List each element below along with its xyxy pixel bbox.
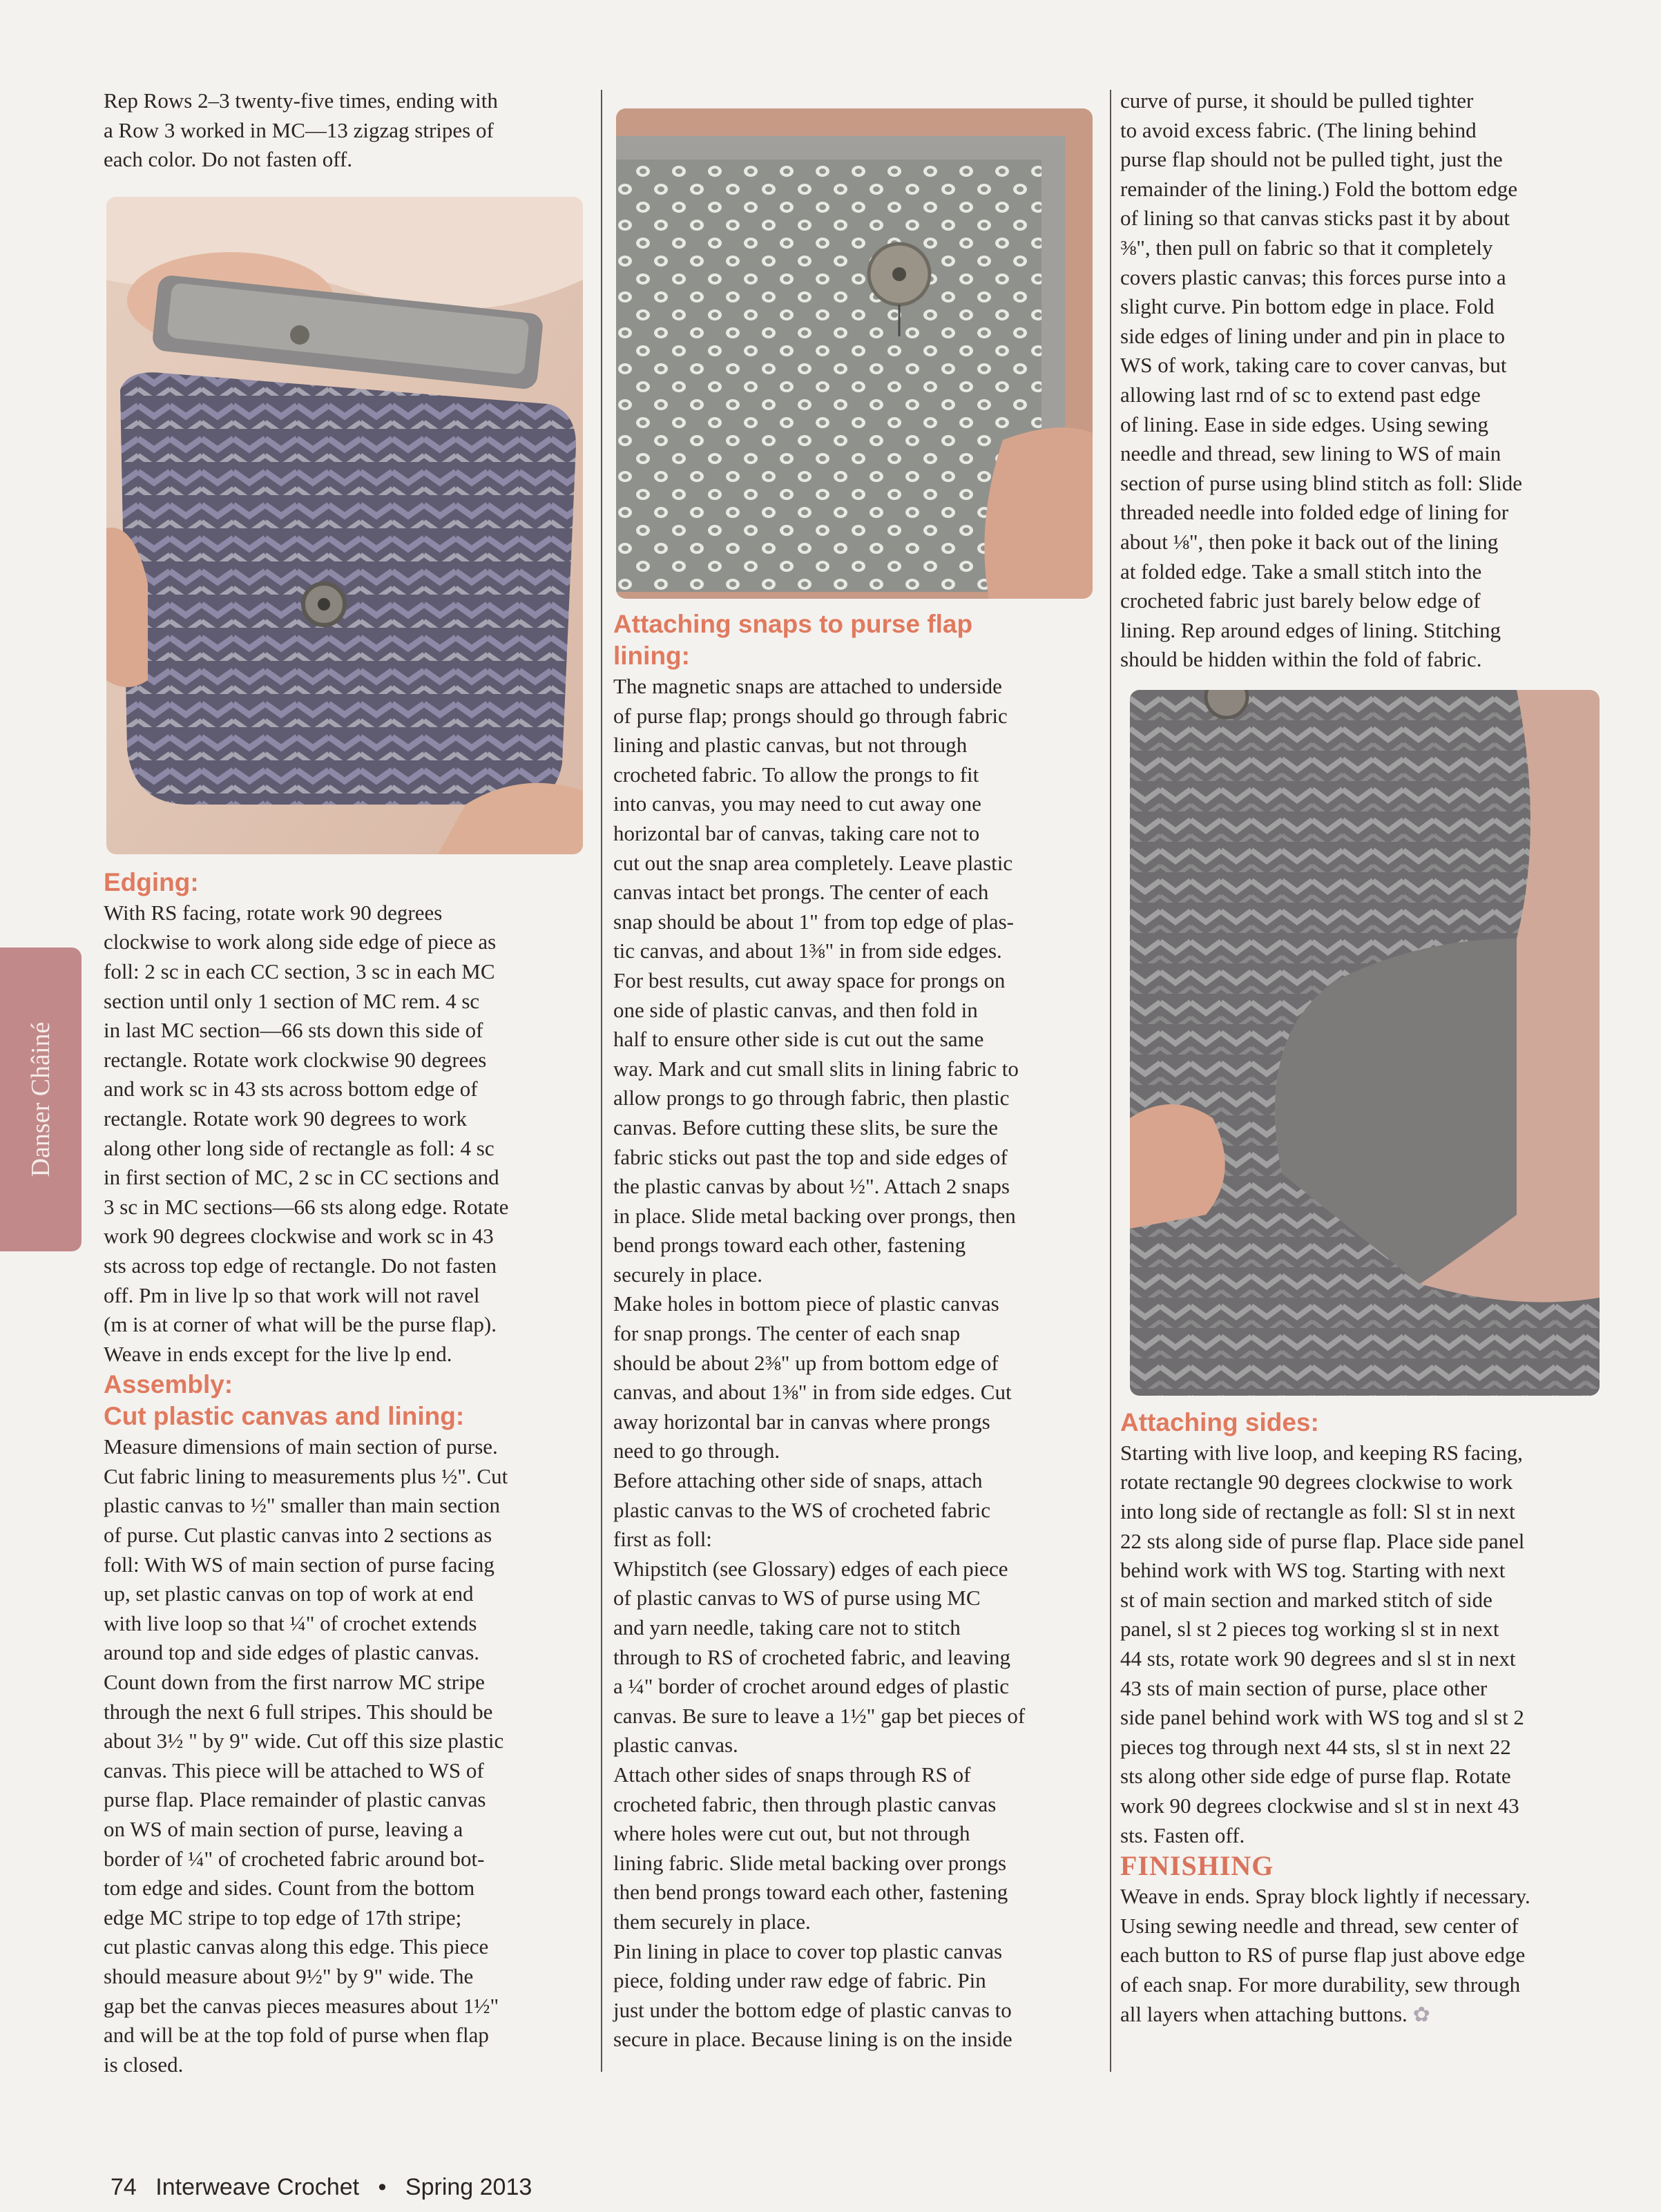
edging-heading: Edging:	[104, 867, 199, 896]
section-side-tab	[0, 948, 81, 1251]
attaching-sides-heading: Attaching sides:	[1120, 1407, 1319, 1436]
finishing-paragraph	[1120, 1882, 1604, 2030]
attaching-sides-paragraph: Starting with live loop, and keeping RS facing, rotate rectangle 90 degrees clockwise to work into long side of rectangle as foll: Sl st in next 22 sts along side of purse flap. Place side panel behind work with WS tog. Starting with next st of main section and marked stitch of side panel, sl st 2 pieces tog working sl st in next 44 sts, rotate work 90 degrees and sl st in next 43 sts of main section of purse, place other side panel behind work with WS tog and sl st 2 pieces tog through next 44 sts, sl st in next 22 sts along other side edge of purse flap. Rotate work 90 degrees clockwise and sl st in next 43 sts. Fasten off.	[1120, 1440, 1525, 1847]
column-divider	[1110, 90, 1111, 2072]
column-2	[613, 86, 1097, 2055]
issue-date: Spring 2013	[405, 2174, 532, 2200]
intro-paragraph: Rep Rows 2–3 twenty-five times, ending with a Row 3 worked in MC—13 zigzag stripes of each color. Do not fasten off.	[104, 88, 498, 172]
footer-separator: •	[378, 2174, 387, 2200]
photo-purse-side	[1130, 690, 1600, 1396]
finishing-text: Weave in ends. Spray block lightly if necessary. Using sewing needle and thread, sew center of each button to RS of purse flap just above edge of each snap. For more durability, sew through all layers when attaching buttons.	[1120, 1884, 1530, 2026]
side-tab-label: Danser Châiné	[26, 1021, 55, 1177]
attaching-snaps-heading: Attaching snaps to purse flap lining:	[613, 610, 973, 670]
attaching-snaps-paragraph: The magnetic snaps are attached to underside of purse flap; prongs should go through fabric lining and plastic canvas, but not through crocheted fabric. To allow the prongs to fit into canvas, you may need to cut away one horizontal bar of canvas, taking care not to cut out the snap area completely. Leave plastic canvas intact bet prongs. The center of each snap should be about 1" from top edge of plas- tic canvas, and about 1⅜" in from side edges. For best results, cut away space for prongs on one side of plastic canvas, and then fold in half to ensure other side is cut out the same way. Mark and cut small slits in lining fabric to allow prongs to go through fabric, then plastic canvas. Before cutting these slits, be sure the fabric sticks out past the top and side edges of the plastic canvas by about ½". Attach 2 snaps in place. Slide metal backing over prongs, then bend prongs toward each other, fastening securely in place. Make holes in bottom piece of plastic canvas for snap prongs. The center of each snap should be about 2⅜" up from bottom edge of canvas, and about 1⅜" in from side edges. Cut away horizontal bar in canvas where prongs need to go through. Before attaching other side of snaps, attach plastic canvas to the WS of crocheted fabric first as foll: Whipstitch (see Glossary) edges of each piece of plastic canvas to WS of purse using MC and yarn needle, taking care not to stitch through to RS of crocheted fabric, and leaving a ¼" border of crochet around edges of plastic canvas. Be sure to leave a 1½" gap bet pieces of plastic canvas. Attach other sides of snaps through RS of crocheted fabric, then through plastic canvas where holes were cut out, but not through lining fabric. Slide metal backing over prongs then bend prongs toward each other, fastening them securely in place. Pin lining in place to cover top plastic canvas piece, folding under raw edge of fabric. Pin just under the bottom edge of plastic canvas to secure in place. Because lining is on the inside	[613, 674, 1026, 2052]
assembly-heading: Assembly:	[104, 1370, 233, 1399]
lining-paragraph: curve of purse, it should be pulled tighter to avoid excess fabric. (The lining behind purse flap should not be pulled tight, just the remainder of the lining.) Fold the bottom edge of lining so that canvas sticks past it by about ⅜", then pull on fabric so that it completely covers plastic canvas; this forces purse into a slight curve. Pin bottom edge in place. Fold side edges of lining under and pin in place to WS of work, taking care to cover canvas, but allowing last rnd of sc to extend past edge of lining. Ease in side edges. Using sewing needle and thread, sew lining to WS of main section of purse using blind stitch as foll: Slide threaded needle into folded edge of lining for about ⅛", then poke it back out of the lining at folded edge. Take a small stitch into the crocheted fabric just barely below edge of lining. Rep around edges of lining. Stitching should be hidden within the fold of fabric.	[1120, 88, 1523, 672]
photo-purse-closed	[106, 197, 583, 854]
column-3	[1120, 86, 1604, 2030]
photo-flap-lining	[616, 108, 1093, 599]
edging-paragraph: With RS facing, rotate work 90 degrees clockwise to work along side edge of piece as foll: 2 sc in each CC section, 3 sc in each MC section until only 1 section of MC rem. 4 sc in last MC section—66 sts down this side of rectangle. Rotate work clockwise 90 degrees and work sc in 43 sts across bottom edge of rectangle. Rotate work 90 degrees to work along other long side of rectangle as foll: 4 sc in first section of MC, 2 sc in CC sections and 3 sc in MC sections—66 sts along edge. Rotate work 90 degrees clockwise and work sc in 43 sts across top edge of rectangle. Do not fasten off. Pm in live lp so that work will not ravel (m is at corner of what will be the purse flap). Weave in ends except for the live lp end.	[104, 900, 509, 1366]
cut-canvas-heading: Cut plastic canvas and lining:	[104, 1402, 465, 1431]
cut-canvas-paragraph: Measure dimensions of main section of purse. Cut fabric lining to measurements plus ½". Cut plastic canvas to ½" smaller than main section of purse. Cut plastic canvas into 2 sections as foll: With WS of main section of purse facing up, set plastic canvas on top of work at end with live loop so that ¼" of crochet extends around top and side edges of plastic canvas. Count down from the first narrow MC stripe through the next 6 full stripes. This should be about 3½ " by 9" wide. Cut off this size plastic canvas. This piece will be attached to WS of purse flap. Place remainder of plastic canvas on WS of main section of purse, leaving a border of ¼" of crocheted fabric around bot- tom edge and sides. Count from the bottom edge MC stripe to top edge of 17th stripe; cut plastic canvas along this edge. This piece should measure about 9½" by 9" wide. The gap bet the canvas pieces measures about 1½" and will be at the top fold of purse when flap is closed.	[104, 1434, 508, 2077]
flower-icon: ✿	[1412, 2003, 1430, 2026]
page-footer	[111, 2174, 544, 2201]
finishing-heading: FINISHING	[1120, 1850, 1274, 1882]
publication-name: Interweave Crochet	[155, 2174, 360, 2200]
column-divider	[601, 90, 602, 2072]
column-1	[104, 86, 587, 2079]
page-number: 74	[111, 2174, 137, 2200]
